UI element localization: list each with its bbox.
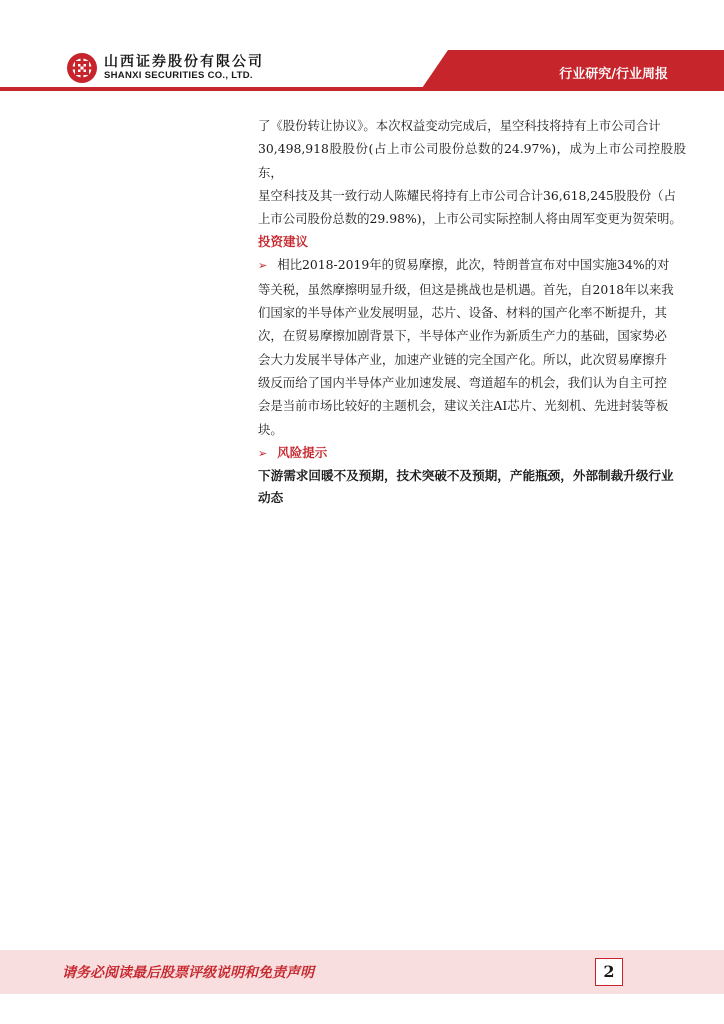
text-line: 会是当前市场比较好的主题机会，建议关注AI芯片、光刻机、先进封装等板 [258,398,669,414]
text-line: 星空科技及其一致行动人陈耀民将持有上市公司合计36,618,245股股份（占 [258,187,676,203]
text-line: ➢ 相比2018-2019年的贸易摩擦，此次，特朗普宣布对中国实施34%的对 [258,257,670,273]
logo-mark-icon [66,52,98,84]
header-divider [0,87,724,91]
disclaimer-notice: 请务必阅读最后股票评级说明和免责声明 [62,965,314,981]
logo-text [104,54,264,82]
risk-paragraph [258,465,686,510]
text-line: 等关税，虽然摩擦明显升级，但这是挑战也是机遇。首先，自2018年以来我 [258,281,674,297]
text-line: 动态 [258,490,284,506]
company-logo [66,50,264,86]
text-line: 下游需求回暖不及预期，技术突破不及预期，产能瓶颈，外部制裁升级行业 [258,467,674,483]
text-line: 上市公司股份总数的29.98%)，上市公司实际控制人将由周军变更为贺荣明。 [258,211,682,227]
text-line: 们国家的半导体产业发展明显，芯片、设备、材料的国产化率不断提升，其 [258,305,667,321]
report-category: 行业研究/行业周报 [559,67,668,82]
intro-paragraph [258,114,686,230]
investment-heading: 投资建议 [258,234,309,250]
company-name-en: SHANXI SECURITIES CO., LTD. [104,70,253,81]
page-number: 2 [595,958,623,986]
text-line: 次，在贸易摩擦加剧背景下，半导体产业作为新质生产力的基础，国家势必 [258,328,667,344]
bullet-arrow-icon: ➢ [258,259,268,273]
bullet-arrow-icon: ➢ [258,446,268,460]
company-name-cn: 山西证券股份有限公司 [104,54,264,70]
text-line: 会大力发展半导体产业，加速产业链的完全国产化。所以，此次贸易摩擦升 [258,351,667,367]
text-line: 30,498,918股股份(占上市公司股份总数的24.97%)，成为上市公司控股股东， [258,141,686,180]
text-line: 级反而给了国内半导体产业加速发展、弯道超车的机会，我们认为自主可控 [258,374,667,390]
risk-heading: ➢ 风险提示 [258,444,328,460]
investment-paragraph [258,253,686,440]
page-header [0,0,724,100]
main-content [258,114,686,510]
text-line: 块。 [258,421,283,437]
text-line: 了《股份转让协议》。本次权益变动完成后，星空科技将持有上市公司合计 [258,118,661,133]
